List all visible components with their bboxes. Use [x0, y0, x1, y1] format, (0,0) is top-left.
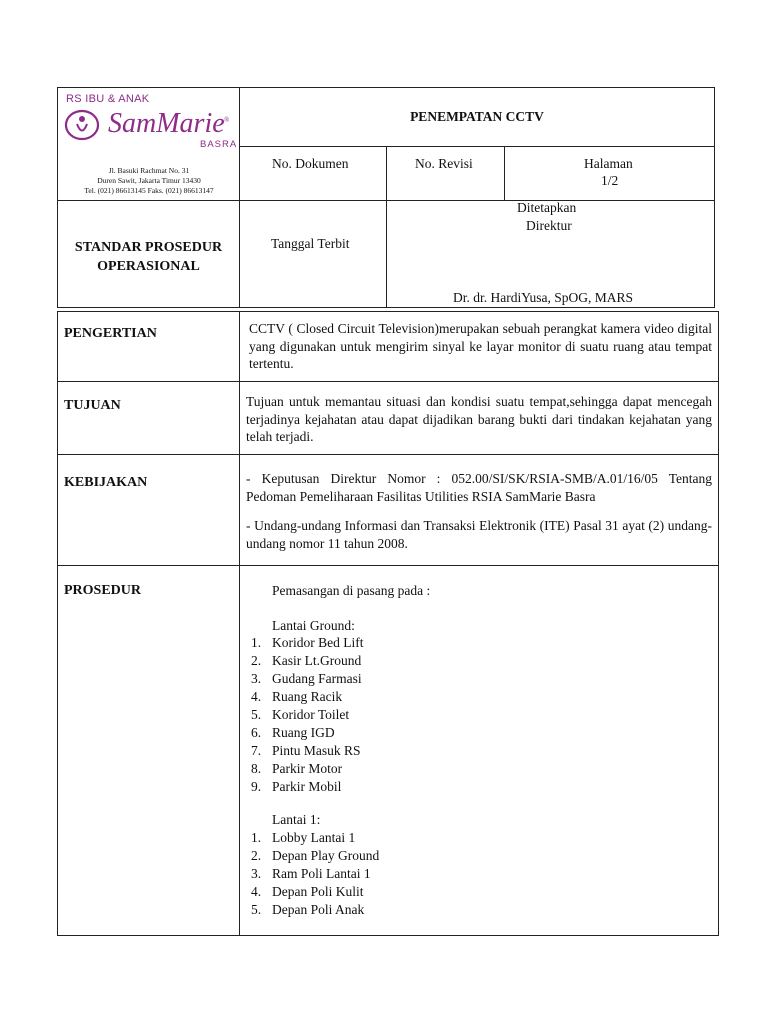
lantai-ground-title: Lantai Ground:	[272, 618, 355, 633]
list-item-number: 7.	[251, 743, 262, 758]
list-item-number: 5.	[251, 707, 262, 722]
body-border-bottom	[57, 935, 719, 936]
list-item-number: 2.	[251, 848, 262, 863]
lantai-ground-list	[246, 634, 646, 796]
lantai-1-title: Lantai 1:	[272, 812, 321, 827]
tanggal-terbit-label: Tanggal Terbit	[271, 236, 350, 251]
body-border-left	[57, 311, 58, 936]
list-item-text: Ruang Racik	[272, 689, 343, 704]
header-border-right	[714, 87, 715, 308]
sop-title-line-2: OPERASIONAL	[97, 259, 200, 274]
logo-subtitle: BASRA	[200, 139, 238, 150]
pengertian-label: PENGERTIAN	[64, 326, 157, 341]
logo-emblem-icon	[64, 109, 100, 141]
list-item-text: Kasir Lt.Ground	[272, 653, 362, 668]
list-item	[246, 724, 646, 742]
no-dokumen-label: No. Dokumen	[272, 156, 349, 171]
address-line-2: Duren Sawit, Jakarta Timur 13430	[97, 176, 201, 185]
list-item	[246, 778, 646, 796]
list-item-number: 9.	[251, 779, 262, 794]
list-item	[246, 901, 646, 919]
list-item-text: Lobby Lantai 1	[272, 830, 356, 845]
row-divider-3	[57, 565, 719, 566]
list-item-number: 4.	[251, 884, 262, 899]
no-revisi-label: No. Revisi	[415, 156, 473, 171]
row-divider-1	[57, 381, 719, 382]
list-item-text: Koridor Bed Lift	[272, 635, 364, 650]
list-item-number: 1.	[251, 830, 262, 845]
list-item	[246, 760, 646, 778]
halaman-value: 1/2	[601, 173, 619, 188]
logo-top-text: RS IBU & ANAK	[66, 93, 150, 105]
list-item-number: 1.	[251, 635, 262, 650]
list-item-text: Depan Poli Kulit	[272, 884, 364, 899]
list-item	[246, 652, 646, 670]
signatory-name: Dr. dr. HardiYusa, SpOG, MARS	[453, 290, 634, 305]
ditetapkan-label: Ditetapkan	[517, 200, 577, 215]
list-item-text: Depan Play Ground	[272, 848, 380, 863]
list-item-text: Gudang Farmasi	[272, 671, 362, 686]
list-item-number: 5.	[251, 902, 262, 917]
list-item	[246, 847, 646, 865]
list-item-number: 3.	[251, 671, 262, 686]
tujuan-text: Tujuan untuk memantau situasi dan kondisi suatu tempat,sehingga dapat mencegah terjadinya kejahatan atau dapat dijadikan barang bukti dari tindakan kejahatan yang telah terjadi.	[246, 394, 712, 444]
list-item-text: Ruang IGD	[272, 725, 335, 740]
list-item-number: 8.	[251, 761, 262, 776]
list-item	[246, 634, 646, 652]
list-item-text: Depan Poli Anak	[272, 902, 365, 917]
header-border-mid1	[239, 146, 715, 147]
kebijakan-paragraph-2: - Undang-undang Informasi dan Transaksi Elektronik (ITE) Pasal 31 ayat (2) undang-undang nomor 11 tahun 2008.	[246, 518, 712, 551]
list-item-number: 6.	[251, 725, 262, 740]
tujuan-label: TUJUAN	[64, 398, 121, 413]
kebijakan-label: KEBIJAKAN	[64, 475, 148, 490]
list-item	[246, 688, 646, 706]
prosedur-label: PROSEDUR	[64, 583, 142, 598]
address-line-1: Jl. Basuki Rachmat No. 31	[108, 166, 190, 175]
address-line-3: Tel. (021) 86613145 Faks. (021) 86613147	[84, 186, 214, 195]
list-item-text: Parkir Motor	[272, 761, 343, 776]
body-divider	[239, 311, 240, 936]
list-item-number: 4.	[251, 689, 262, 704]
halaman-label: Halaman	[584, 156, 633, 171]
prosedur-intro: Pemasangan di pasang pada :	[272, 583, 431, 598]
list-item-text: Parkir Mobil	[272, 779, 342, 794]
header-divider-col2	[386, 146, 387, 308]
row-divider-2	[57, 454, 719, 455]
list-item	[246, 742, 646, 760]
pengertian-text: CCTV ( Closed Circuit Television)merupakan sebuah perangkat kamera video digital yang digunakan untuk mengirim sinyal ke layar monitor di suatu ruang atau tempat tertentu.	[249, 321, 712, 371]
logo-brand: SamMarie	[108, 108, 225, 139]
list-item-number: 2.	[251, 653, 262, 668]
direktur-label: Direktur	[526, 218, 572, 233]
header-divider-col3	[504, 146, 505, 201]
list-item	[246, 865, 646, 883]
document-title: PENEMPATAN CCTV	[410, 109, 544, 124]
list-item-text: Koridor Toilet	[272, 707, 350, 722]
header-border-top	[57, 87, 715, 88]
list-item-number: 3.	[251, 866, 262, 881]
kebijakan-paragraph-1: - Keputusan Direktur Nomor : 052.00/SI/SK/RSIA-SMB/A.01/16/05 Tentang Pedoman Pemeliharaan Fasilitas Utilities RSIA SamMarie Basra	[246, 471, 712, 504]
sop-title-line-1: STANDAR PROSEDUR	[74, 240, 223, 255]
list-item	[246, 706, 646, 724]
lantai-1-list	[246, 829, 646, 919]
list-item-text: Pintu Masuk RS	[272, 743, 361, 758]
body-border-right	[718, 311, 719, 936]
list-item	[246, 670, 646, 688]
list-item-text: Ram Poli Lantai 1	[272, 866, 371, 881]
logo-registered-mark: ®	[224, 116, 230, 124]
body-border-top	[57, 311, 719, 312]
list-item	[246, 829, 646, 847]
list-item	[246, 883, 646, 901]
